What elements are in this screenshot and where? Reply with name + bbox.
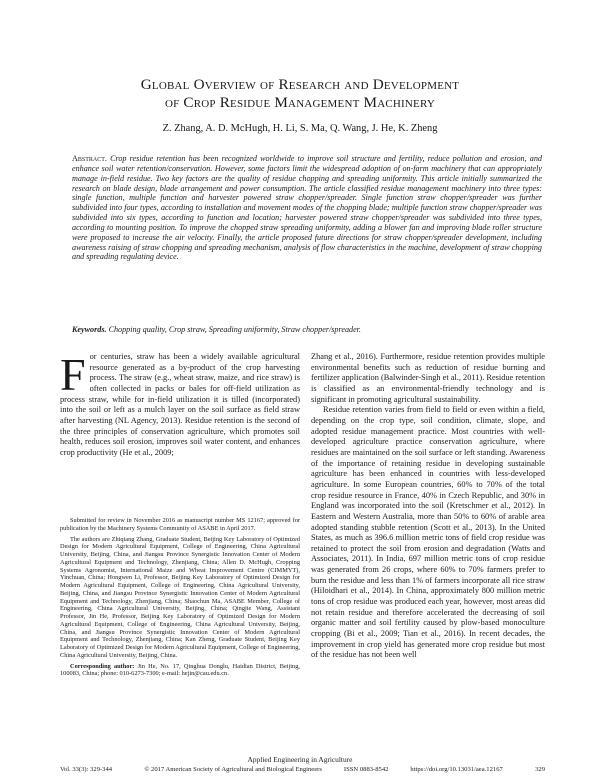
copyright-notice: © 2017 American Society of Agricultural and Biological Engineers bbox=[144, 766, 322, 773]
page-footer bbox=[60, 766, 545, 776]
author-footnote bbox=[60, 517, 300, 681]
submission-note: Submitted for review in November 2016 as manuscript number MS 12167; approved for publication by the Machinery Systems Community of ASABE in April 2017. bbox=[60, 517, 300, 532]
corresponding-author: Corresponding author: Jin He, No. 17, Qinghua Donglu, Haidian District, Beijing, 100083, China; phone: 010-6273-7300; e-mail: hejin@cau.edu.cn. bbox=[60, 662, 300, 678]
journal-name: Applied Engineering in Agriculture bbox=[247, 755, 353, 764]
author-affiliations: The authors are Zhiqiang Zhang, Graduate Student, Beijing Key Laboratory of Optimized Design for Modern Agricultural Equipment, College of Engineering, China Agricultural University, Beijing, China, and Jiangsu Province Synergistic Innovation Center of Modern Agricultural Equipment and Technology, Zhenjiang, China; Allen D. McHugh, Cropping Systems Agronomist, International Maize and Wheat Improvement Centre (CIMMYT), Yinchuan, China; Hongwen Li, Professor, Beijing Key Laboratory of Optimized Design for Modern Agricultural Equipment, College of Engineering, China Agricultural University, Beijing, China, and Jiangsu Province Synergistic Innovation Center of Modern Agricultural Equipment and Technology, Zhenjiang, China; Shaochun Ma, ASABE Member, College of Engineering, China Agricultural University, Beijing, China; Qingjie Wang, Assistant Professor, Jin He, Professor, Beijing Key Laboratory of Optimized Design for Modern Agricultural Equipment, College of Engineering, China Agricultural University, Beijing, China, and Jiangsu Province Synergistic Innovation Center of Modern Agricultural Equipment and Technology, Zhenjiang, China; Kan Zheng, Graduate Student, Beijing Key Laboratory of Optimized Design for Modern Agricultural Equipment, College of Engineering, China Agricultural University, Beijing, China. bbox=[60, 535, 300, 659]
keywords bbox=[72, 325, 542, 335]
intro-paragraph: or centuries, straw has been a widely available agricultural resource generated as a by-product of the crop harvesting process. The straw (e.g., wheat straw, maize, and rice straw) is often collected in packs or bales for off-field utilization as process straw, while for in-field utilization it is tilled (incorporated) into the soil or left as a mulch layer on the soil surface as field straw after harvesting (NL Agency, 2013). Residue retention is the second of the three principles of conservation agriculture, which promotes soil health, reduces soil erosion, improves soil water content, and enhances crop productivity (He et al., 2009; bbox=[60, 352, 300, 457]
doi-link[interactable]: https://doi.org/10.13031/aea.12167 bbox=[410, 766, 503, 773]
abstract-text: Crop residue retention has been recognized worldwide to improve soil structure and fertility, reduce pollution and erosion, and enhance soil water retention/conservation. However, some factors limit the widespread adoption of on-farm machinery that can appropriately manage in-field residue. Two key factors are the quality of residue chopping and spreading uniformity. This article initially summarized the research on blade design, blade arrangement and power consumption. The article classified residue management machinery into three types: single function, multiple function and harvester powered straw chopper/spreader. Single function straw chopper/spreader was further subdivided into four types, according to installation and movement modes of the chopping blade; multiple function straw chopper/spreader was subdivided into six types, according to function and location; harvester powered straw chopper/spreader was subdivided into three types, according to mounting position. To improve the chopped straw spreading uniformity, adding a blower fan and improving blade roller structure were proposed to increase the air velocity. Finally, the article proposed future directions for straw chopper/spreader development, including awareness raising of straw chopping and spreading mechanism, analysis of flow characteristics in the machine, development of straw chopping and spreading regulating device. bbox=[72, 154, 542, 262]
body-paragraph-2: Residue retention varies from field to field or even within a field, depending on the crop type, soil condition, climate, slope, and adopted residue management practice. Most countries with well-developed agriculture practice conservation agriculture, where residues are maintained on the soil surface or left standing. Awareness of the importance of retaining residue in developing sustainable agriculture has been enhanced in countries with less-developed agriculture. In some European countries, 60% to 70% of the total crop residue resource in France, 40% in Czech Republic, and 30% in England was incorporated into the soil (Kretschmer et al., 2012). In Eastern and Western Australia, more than 50% to 60% of arable area adopted standing stubble retention (Scott et al., 2013). In the United States, as much as 396.6 million metric tons of field crop residue was retained to protect the soil from erosion and degradation (Watts and Associates, 2011). In India, 697 million metric tons of crop residue was generated from 26 crops, where 60% to 70% farmers prefer to burn the residue and less than 1% of farmers incorporate all rice straw (Hiloidhari et al., 2014). In China, approximately 800 million metric tons of crop residue was produced each year, however, most areas did not retain residue and therefore accelerated the decreasing of soil organic matter and soil fertility caused by plow-based monoculture cropping (Bi et al., 2009; Tian et al., 2016). In recent decades, the improvement in crop yield has generated more crop residue but most of the residue has not been well bbox=[311, 405, 545, 660]
author-list: Z. Zhang, A. D. McHugh, H. Li, S. Ma, Q. Wang, J. He, K. Zheng bbox=[162, 123, 438, 134]
keywords-label: Keywords. bbox=[72, 325, 107, 334]
drop-cap: F bbox=[60, 349, 86, 400]
paper-title-line-2: of Crop Residue Management Machinery bbox=[164, 94, 436, 111]
page-number: 329 bbox=[535, 766, 545, 773]
paper-title-line-1: Global Overview of Research and Development bbox=[140, 76, 460, 93]
keywords-text: Chopping quality, Crop straw, Spreading uniformity, Straw chopper/spreader. bbox=[108, 325, 361, 334]
body-right-column bbox=[311, 352, 545, 661]
body-paragraph-1: Zhang et al., 2016). Furthermore, residue retention provides multiple environmental benefits such as reduction of residue burning and fertilizer application (Balwinder-Singh et al., 2011). Residue retention is classified as an environmental-friendly technology and is significant in promoting agricultural sustainability. bbox=[311, 352, 546, 404]
body-left-column bbox=[60, 349, 300, 459]
volume-info: Vol. 33(3): 329-344 bbox=[60, 766, 113, 773]
abstract bbox=[72, 154, 542, 262]
issn: ISSN 0883-8542 bbox=[343, 766, 389, 773]
abstract-label: Abstract. bbox=[72, 154, 107, 163]
